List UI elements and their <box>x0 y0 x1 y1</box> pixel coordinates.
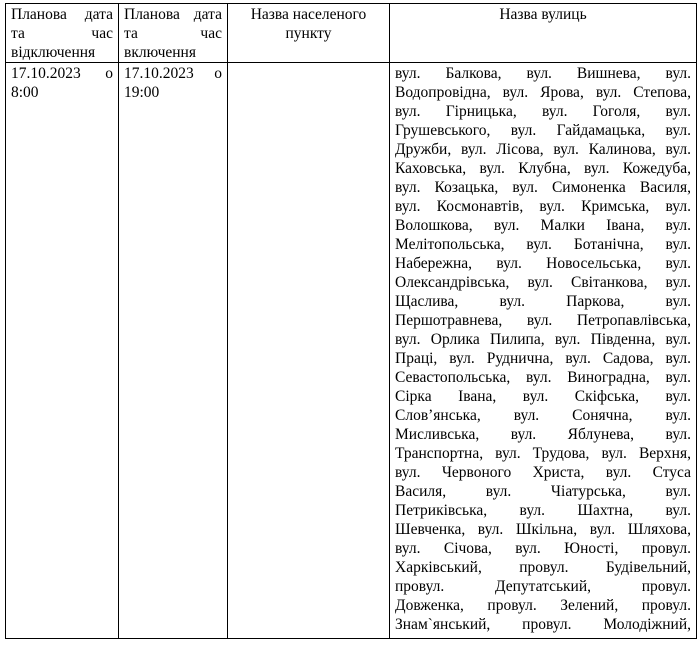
streets-line: Довженка, провул. Зелений, провул. <box>395 597 691 614</box>
streets-line: вул. Балкова, вул. Вишнева, вул. <box>395 65 691 82</box>
streets-line: Набережна, вул. Новосельська, вул. <box>395 255 691 272</box>
cell-streets <box>390 63 697 639</box>
streets-line: Петриківська, вул. Шахтна, вул. <box>395 502 691 519</box>
streets-line: вул. Гірницька, вул. Гоголя, вул. <box>395 103 691 120</box>
streets-line: Праці, вул. Руднична, вул. Садова, вул. <box>395 350 691 367</box>
table-row <box>6 63 697 639</box>
streets-line: Водопровідна, вул. Ярова, вул. Степова, <box>395 84 691 101</box>
streets-line: Знам`янський, провул. Молодіжний, <box>395 616 691 633</box>
streets-line: Мелітопольська, вул. Ботанічна, вул. <box>395 236 691 253</box>
streets-line: Севастопольська, вул. Виноградна, вул. <box>395 369 691 386</box>
streets-line: Слов’янська, вул. Сонячна, вул. <box>395 407 691 424</box>
streets-line: Дружби, вул. Лісова, вул. Калинова, вул. <box>395 141 691 158</box>
streets-line: вул. Орлика Пилипа, вул. Південна, вул. <box>395 331 691 348</box>
header-on-datetime: Планова дата та час включення <box>119 4 228 63</box>
streets-line: Мисливська, вул. Яблунева, вул. <box>395 426 691 443</box>
streets-line: Волошкова, вул. Малки Івана, вул. <box>395 217 691 234</box>
outage-schedule-table <box>5 3 697 639</box>
streets-line: провул. Депутатський, провул. <box>395 578 691 595</box>
streets-line: Транспортна, вул. Трудова, вул. Верхня, <box>395 445 691 462</box>
cell-off-datetime: 17.10.2023 о 8:00 <box>6 63 119 639</box>
table-header-row <box>6 4 697 63</box>
header-streets: Назва вулиць <box>390 4 697 63</box>
streets-line: вул. Червоного Христа, вул. Стуса <box>395 464 691 481</box>
streets-line: Каховська, вул. Клубна, вул. Кожедуба, <box>395 160 691 177</box>
streets-line: Олександрівська, вул. Світанкова, вул. <box>395 274 691 291</box>
streets-line: Харківський, провул. Будівельний, <box>395 559 691 576</box>
cell-on-datetime: 17.10.2023 о 19:00 <box>119 63 228 639</box>
streets-line: Щаслива, вул. Паркова, вул. <box>395 293 691 310</box>
streets-line: вул. Січова, вул. Юності, провул. <box>395 540 691 557</box>
streets-line: Шевченка, вул. Шкільна, вул. Шляхова, <box>395 521 691 538</box>
header-off-datetime: Планова дата та час відключення <box>6 4 119 63</box>
streets-list <box>395 64 691 637</box>
streets-line: вул. Козацька, вул. Симоненка Василя, <box>395 179 691 196</box>
streets-line: Грушевського, вул. Гайдамацька, вул. <box>395 122 691 139</box>
streets-line: Василя, вул. Чіатурська, вул. <box>395 483 691 500</box>
streets-line: вул. Космонавтів, вул. Кримська, вул. <box>395 198 691 215</box>
cell-settlement <box>228 63 390 639</box>
header-settlement: Назва населеного пункту <box>228 4 390 63</box>
streets-line: Сірка Івана, вул. Скіфська, вул. <box>395 388 691 405</box>
streets-line: Першотравнева, вул. Петропавлівська, <box>395 312 691 329</box>
